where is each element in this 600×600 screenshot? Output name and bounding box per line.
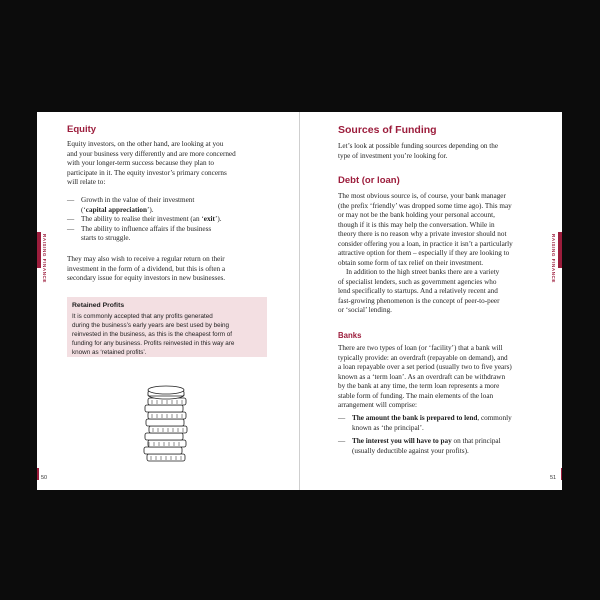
banks-heading: Banks xyxy=(338,331,362,340)
section-label: RAISING FINANCE xyxy=(42,234,47,284)
sources-title: Sources of Funding xyxy=(338,124,437,136)
sources-intro: Let’s look at possible funding sources depending on the type of investment you’re looking for. xyxy=(338,142,499,160)
page-number: 51 xyxy=(550,475,557,481)
equity-heading: Equity xyxy=(67,124,97,135)
left-page xyxy=(37,112,299,490)
right-page xyxy=(300,112,562,490)
retained-profits-callout xyxy=(67,297,267,357)
debt-heading: Debt (or loan) xyxy=(338,175,400,186)
section-label: RAISING FINANCE xyxy=(551,234,556,284)
section-tab xyxy=(558,232,562,268)
page-number-rule xyxy=(37,468,39,480)
equity-concerns-list xyxy=(67,196,293,244)
list-item: — The amount the bank is prepared to lend, commonly known as ‘the principal’. xyxy=(338,414,512,432)
equity-outro: They may also wish to receive a regular return on their investment in the form of a dividend, but this is often a secondary issue for equity investors in new businesses. xyxy=(67,255,226,282)
debt-paragraph: The most obvious source is, of course, your bank manager (the prefix ‘friendly’ was dropped some time ago). This may or may not be the bank holding your personal account, though if it is this may help the conversation. While in theory there is no reason why a private investor should not consider offering you a loan, in practice it isn’t a particularly attractive option for them – especially if they are looking to obtain some form of tax relief on their investment. In addition to the high street banks there are a variety of specialist lenders, such as government agencies who lend specifically to startups. And a relatively recent and fast-growing phenomenon is the concept of peer-to-peer or ‘social’ lending. xyxy=(338,192,513,314)
list-item: — The ability to influence affairs if the business starts to struggle. xyxy=(67,224,212,242)
coin-stack-icon xyxy=(135,384,197,464)
page-number-rule xyxy=(561,468,563,480)
list-item: — Growth in the value of their investment (‘capital appreciation’). xyxy=(67,196,195,214)
callout-title: Retained Profits xyxy=(72,302,125,309)
section-tab xyxy=(37,232,41,268)
callout-text: It is commonly accepted that any profits generated during the business’s early years are best used by being reinvested in the business, as this is the cheapest form of funding for any business. Profits reinvested in this way are known as ‘retained profits’. xyxy=(72,313,235,356)
banks-paragraph: There are two types of loan (or ‘facility’) that a bank will typically provide: an overdraft (repayable on demand), and a loan repayable over a set period (usually two to five years) known as a ‘term loan’. As an overdraft can be withdrawn by the bank at any time, the term loan represents a more stable form of funding. The main elements of the loan arrangement will comprise: xyxy=(338,344,512,409)
page-number: 50 xyxy=(41,475,48,481)
loan-elements-list xyxy=(338,414,562,456)
list-item: — The ability to realise their investment (an ‘exit’). xyxy=(67,215,222,223)
equity-intro: Equity investors, on the other hand, are looking at you and your business very differently and are more concerned with your longer-term success because they plan to participate in it. The equity investor’s primary concerns will relate to: xyxy=(67,140,236,186)
list-item: — The interest you will have to pay on that principal (usually deductible against your profits). xyxy=(338,437,501,455)
